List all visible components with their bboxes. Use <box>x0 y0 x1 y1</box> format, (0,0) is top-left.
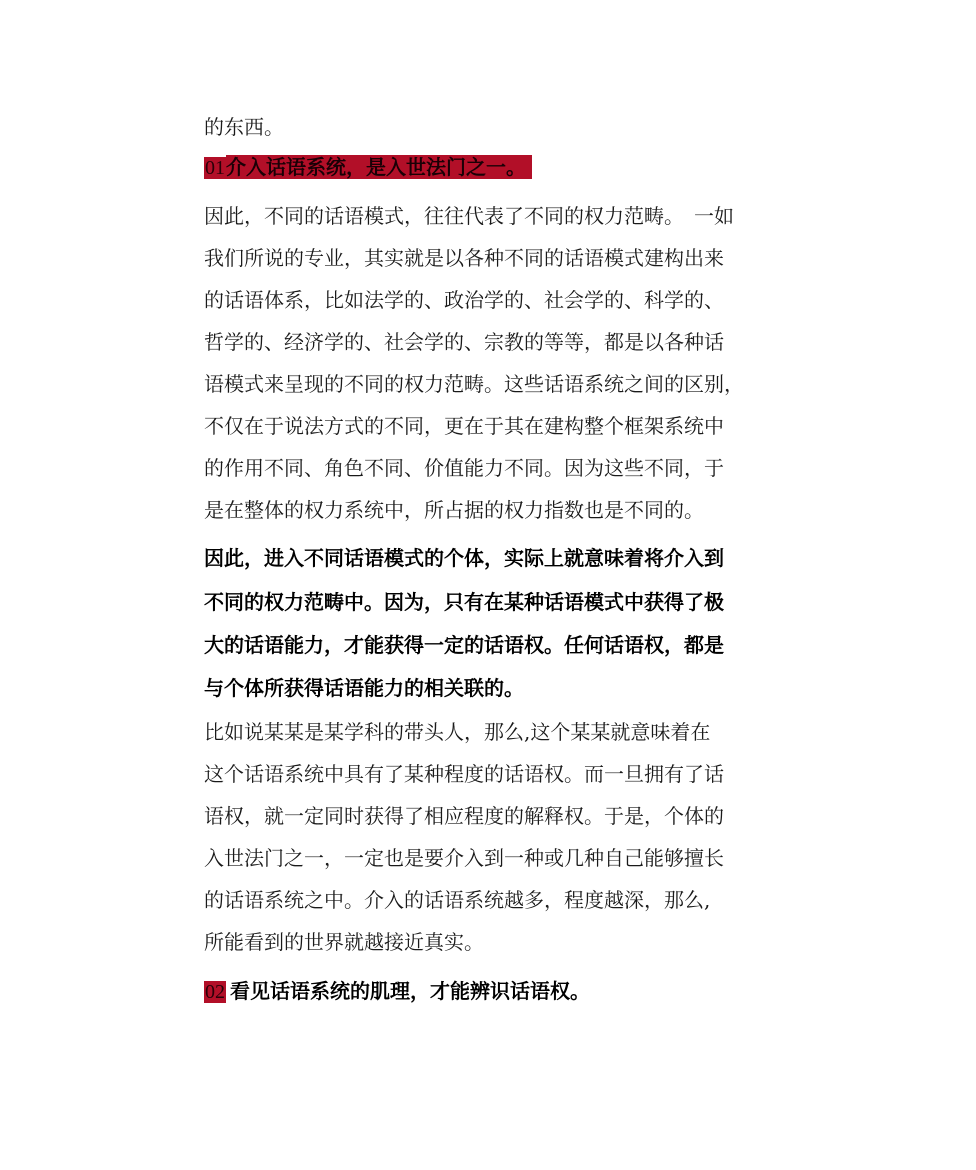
section-number: 02 <box>205 981 225 1003</box>
text-line: 不仅在于说法方式的不同，更在于其在建构整个框架系统中 <box>204 414 724 438</box>
text-line: 入世法门之一，一定也是要介入到一种或几种自己能够擅长 <box>204 846 724 870</box>
text-line: 因此，不同的话语模式，往往代表了不同的权力范畴。 一如 <box>204 204 734 228</box>
text-line: 大的话语能力，才能获得一定的话语权。任何话语权，都是 <box>204 633 724 657</box>
text-line: 这个话语系统中具有了某种程度的话语权。而一旦拥有了话 <box>204 762 724 786</box>
section-title: 介入话语系统，是入世法门之一。 <box>226 155 532 179</box>
text-line: 我们所说的专业，其实就是以各种不同的话语模式建构出来 <box>204 246 724 270</box>
section-number: 01 <box>205 157 225 179</box>
text-line: 因此，进入不同话语模式的个体，实际上就意味着将介入到 <box>204 546 724 570</box>
text-line: 语权，就一定同时获得了相应程度的解释权。于是，个体的 <box>204 804 724 828</box>
text-line: 的作用不同、角色不同、价值能力不同。因为这些不同，于 <box>204 456 724 480</box>
text-line: 哲学的、经济学的、社会学的、宗教的等等，都是以各种话 <box>204 330 724 354</box>
text-line: 不同的权力范畴中。因为，只有在某种话语模式中获得了极 <box>204 590 724 614</box>
text-line: 的东西。 <box>204 115 284 139</box>
text-line: 语模式来呈现的不同的权力范畴。这些话语系统之间的区别， <box>204 372 744 396</box>
text-line: 与个体所获得话语能力的相关联的。 <box>204 676 524 700</box>
text-line: 的话语体系，比如法学的、政治学的、社会学的、科学的、 <box>204 288 724 312</box>
text-line: 所能看到的世界就越接近真实。 <box>204 930 484 954</box>
section-heading-01 <box>204 153 532 181</box>
section-heading-02 <box>204 977 590 1005</box>
text-line: 比如说某某是某学科的带头人，那么,这个某某就意味着在 <box>204 720 711 744</box>
section-title: 看见话语系统的肌理，才能辨识话语权。 <box>230 979 590 1003</box>
text-line: 是在整体的权力系统中，所占据的权力指数也是不同的。 <box>204 498 704 522</box>
text-line: 的话语系统之中。介入的话语系统越多，程度越深，那么, <box>204 888 711 912</box>
